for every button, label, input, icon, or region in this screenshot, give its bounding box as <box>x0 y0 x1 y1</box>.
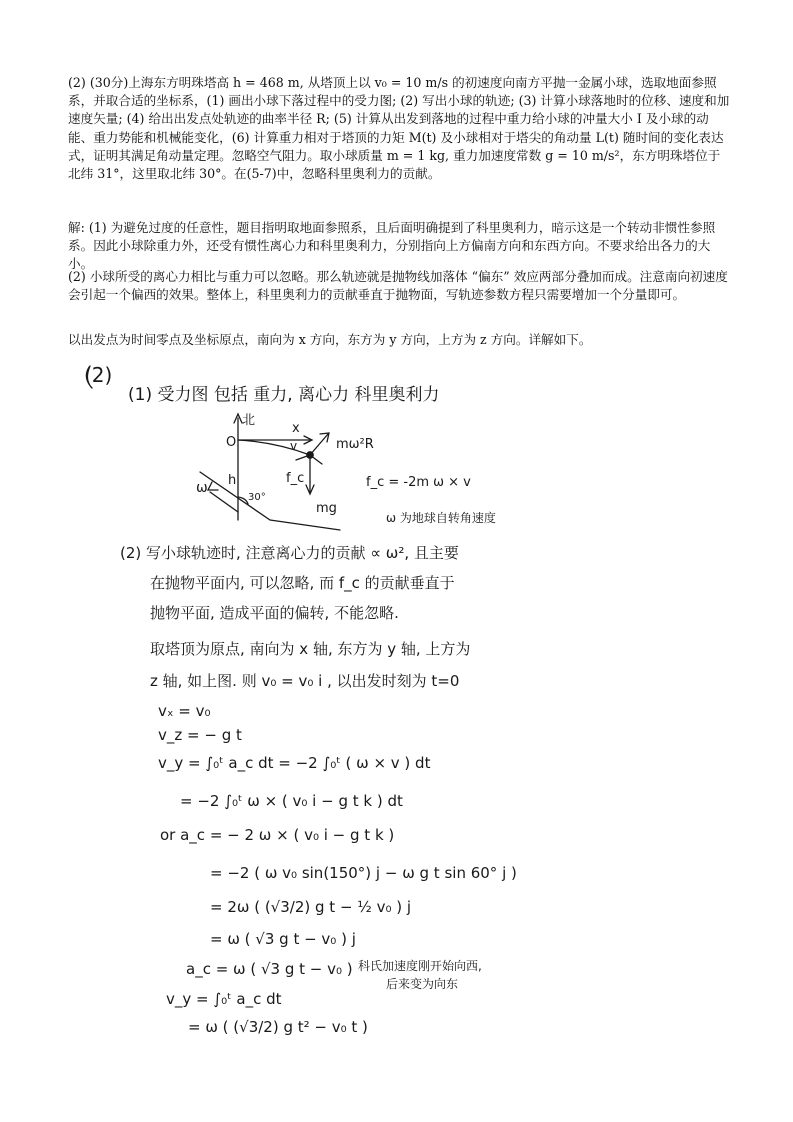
diagram-h-label: h <box>228 473 237 488</box>
hw-line-2c: 抛物平面, 造成平面的偏转, 不能忽略. <box>150 604 399 622</box>
hw-eq-vz: v_z = − g t <box>158 726 242 744</box>
hw-line-3a: 取塔顶为原点, 南向为 x 轴, 东方为 y 轴, 上方为 <box>150 640 471 658</box>
part-label: (2) <box>84 363 113 387</box>
hw-eq-vy: v_y = ∫₀ᵗ a_c dt = −2 ∫₀ᵗ ( ω × v ) dt <box>158 754 431 772</box>
trajectory-curve <box>238 440 310 455</box>
diagram-v-label: v <box>290 439 298 453</box>
diagram-fc-formula: f_c = -2m ω × v <box>366 475 471 490</box>
hw-eq-ac: or a_c = − 2 ω × ( v₀ i − g t k ) <box>160 826 395 844</box>
hw-line-2b: 在抛物平面内, 可以忽略, 而 f_c 的贡献垂直于 <box>150 574 455 592</box>
solution-part-1: 解: (1) 为避免过度的任意性，题目指明取地面参照系，且后面明确提到了科里奥利力，暗示这是一个转动非惯性参照系。因此小球除重力外，还受有惯性离心力和科里奥利力，分别指向上方偏南方向和东西方向。不要求给出各力的大小。 <box>68 220 716 272</box>
force-diagram-heading: (1) 受力图 包括 重力, 离心力 科里奥利力 <box>128 385 440 405</box>
diagram-mg-label: mg <box>316 501 337 516</box>
handwritten-solution <box>70 352 550 1042</box>
diagram-centrifugal-label: mω²R <box>336 437 374 452</box>
diagram-omega-note: ω 为地球自转角速度 <box>386 511 496 525</box>
hw-line-2a: (2) 写小球轨迹时, 注意离心力的贡献 ∝ ω², 且主要 <box>120 544 459 562</box>
hw-line-3b: z 轴, 如上图. 则 v₀ = v₀ i , 以出发时刻为 t=0 <box>150 672 460 690</box>
hw-eq-vx: vₓ = v₀ <box>158 702 211 720</box>
hw-eq-vy-integral: v_y = ∫₀ᵗ a_c dt <box>166 990 282 1008</box>
hw-eq-vy-result: = ω ( (√3/2) g t² − v₀ t ) <box>188 1018 368 1036</box>
ground-line-right <box>270 520 340 530</box>
hw-eq-ac-scalar: a_c = ω ( √3 g t − v₀ ) <box>186 960 353 978</box>
solution-setup: 以出发点为时间零点及坐标原点，南向为 x 方向，东方为 y 方向，上方为 z 方向。详解如下。 <box>68 332 592 347</box>
solution-part-2: (2) 小球所受的离心力相比与重力可以忽略。那么轨迹就是抛物线加落体 “偏东” 效应两部分叠加而成。注意南向初速度会引起一个偏西的效果。整体上，科里奥利力的贡献垂直于抛物面，写轨迹参数方程只需要增加一个分量即可。 <box>68 269 728 303</box>
diagram-fc-label: f_c <box>286 471 305 486</box>
ball-marker <box>307 452 313 458</box>
diagram-north-label: 北 <box>242 413 256 428</box>
diagram-omega-label: ω <box>196 480 208 496</box>
angle-arc <box>238 497 248 504</box>
centrifugal-arrow <box>310 434 328 455</box>
diagram-origin-label: O <box>226 435 237 450</box>
handwritten-svg <box>70 352 550 1042</box>
hw-eq-ac-step1: = −2 ( ω v₀ sin(150°) j − ω g t sin 60° j ) <box>210 864 517 882</box>
hw-eq-ac-step2: = 2ω ( (√3/2) g t − ½ v₀ ) j <box>210 898 412 916</box>
hw-eq-vy-expand: = −2 ∫₀ᵗ ω × ( v₀ i − g t k ) dt <box>180 792 403 810</box>
diagram-angle-label: 30° <box>248 492 266 503</box>
hw-eq-ac-note-1: 科氏加速度刚开始向西, <box>358 959 482 973</box>
diagram-x-label: x <box>292 421 300 436</box>
hw-eq-ac-note-2: 后来变为向东 <box>386 977 459 991</box>
problem-statement: (2) (30分)上海东方明珠塔高 h = 468 m, 从塔顶上以 v₀ = 10 m/s 的初速度向南方平抛一金属小球，选取地面参照系，并取合适的坐标系，(1) 画出小球下落过程中的受力图; (2) 写出小球的轨迹; (3) 计算小球落地时的位移、速度和加速度矢量; (4) 给出出发点处轨迹的曲率半径 R; (5) 计算从出发到落地的过程中重力给小球的冲量大小 I 及小球的动能、重力势能和机械能变化，(6) 计算重力相对于塔顶的力矩 M(t) 及小球相对于塔尖的角动量 L(t) 随时间的变化表达式，证明其满足角动量定理。忽略空气阻力。取小球质量 m = 1 kg, 重力加速度常数 g = 10 m/s²，东方明珠塔位于北纬 31°，这里取北纬 30°。在(5-7)中，忽略科里奥利力的贡献。 <box>68 75 730 182</box>
hw-eq-ac-step3: = ω ( √3 g t − v₀ ) j <box>210 930 356 948</box>
